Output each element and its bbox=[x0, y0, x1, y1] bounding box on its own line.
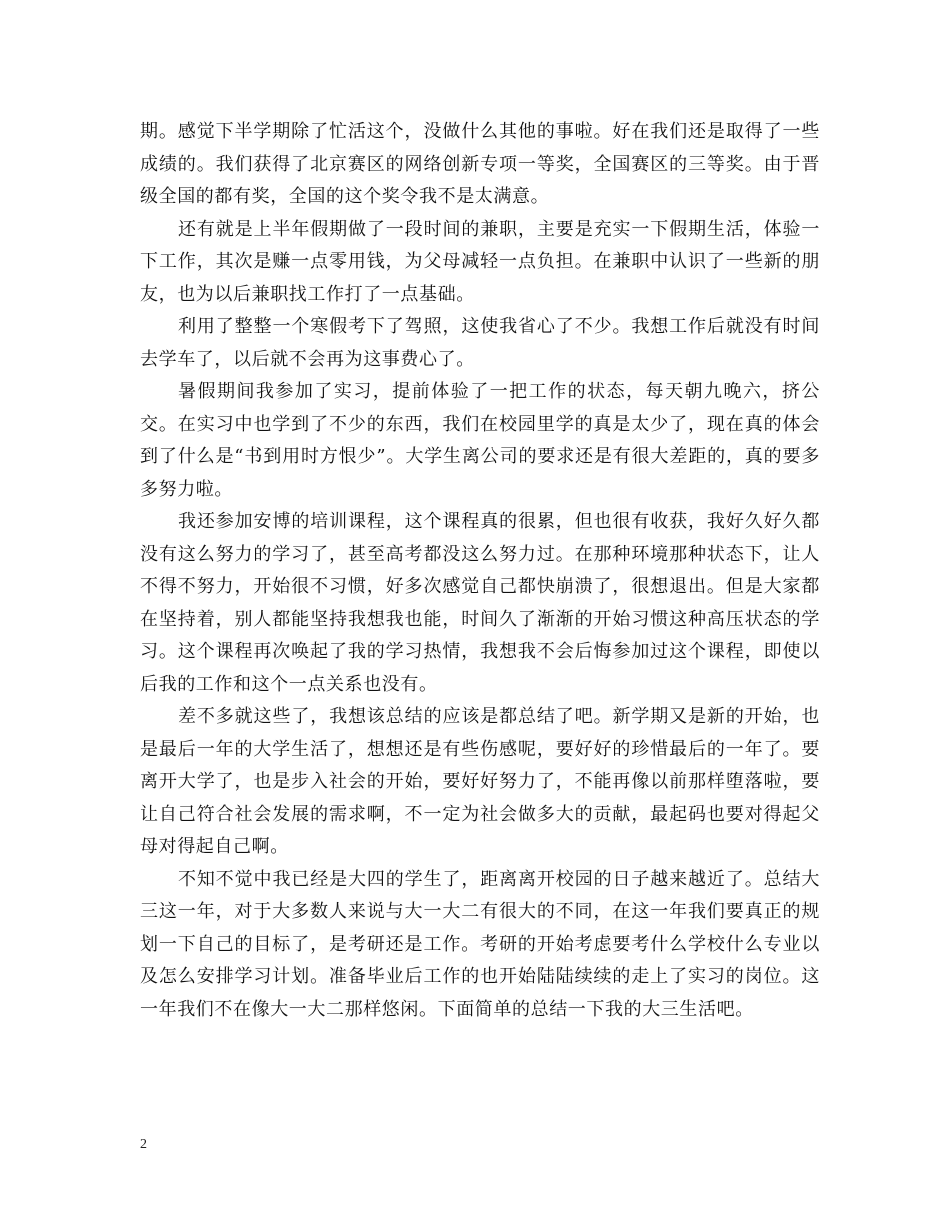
paragraph-4: 暑假期间我参加了实习，提前体验了一把工作的状态，每天朝九晚六，挤公交。在实习中也学到了不少的东西，我们在校园里学的真是太少了，现在真的体会到了什么是“书到用时方恨少”。大学生离公司的要求还是有很大差距的，真的要多多努力啦。 bbox=[140, 381, 820, 500]
paragraph-5: 我还参加安博的培训课程，这个课程真的很累，但也很有收获，我好久好久都没有这么努力的学习了，甚至高考都没这么努力过。在那种环境那种状态下，让人不得不努力，开始很不习惯，好多次感觉自己都快崩溃了，很想退出。但是大家都在坚持着，别人都能坚持我想我也能，时间久了渐渐的开始习惯这种高压状态的学习。这个课程再次唤起了我的学习热情，我想我不会后悔参加过这个课程，即使以后我的工作和这个一点关系也没有。 bbox=[140, 511, 820, 695]
document-body bbox=[140, 116, 820, 1026]
paragraph-6: 差不多就这些了，我想该总结的应该是都总结了吧。新学期又是新的开始，也是最后一年的大学生活了，想想还是有些伤感呢，要好好的珍惜最后的一年了。要离开大学了，也是步入社会的开始，要好好努力了，不能再像以前那样堕落啦，要让自己符合社会发展的需求啊，不一定为社会做多大的贡献，最起码也要对得起父母对得起自己啊。 bbox=[140, 706, 820, 857]
paragraph-3: 利用了整整一个寒假考下了驾照，这使我省心了不少。我想工作后就没有时间去学车了，以后就不会再为这事费心了。 bbox=[140, 316, 820, 370]
paragraph-7: 不知不觉中我已经是大四的学生了，距离离开校园的日子越来越近了。总结大三这一年，对于大多数人来说与大一大二有很大的不同，在这一年我们要真正的规划一下自己的目标了，是考研还是工作。考研的开始考虑要考什么学校什么专业以及怎么安排学习计划。准备毕业后工作的也开始陆陆续续的走上了实习的岗位。这一年我们不在像大一大二那样悠闲。下面简单的总结一下我的大三生活吧。 bbox=[140, 868, 820, 1020]
paragraph-2: 还有就是上半年假期做了一段时间的兼职，主要是充实一下假期生活，体验一下工作，其次是赚一点零用钱，为父母减轻一点负担。在兼职中认识了一些新的朋友，也为以后兼职找工作打了一点基础。 bbox=[140, 218, 820, 305]
paragraph-1: 期。感觉下半学期除了忙活这个，没做什么其他的事啦。好在我们还是取得了一些成绩的。我们获得了北京赛区的网络创新专项一等奖，全国赛区的三等奖。由于晋级全国的都有奖，全国的这个奖令我不是太满意。 bbox=[140, 121, 820, 207]
page-number: 2 bbox=[140, 1137, 147, 1152]
